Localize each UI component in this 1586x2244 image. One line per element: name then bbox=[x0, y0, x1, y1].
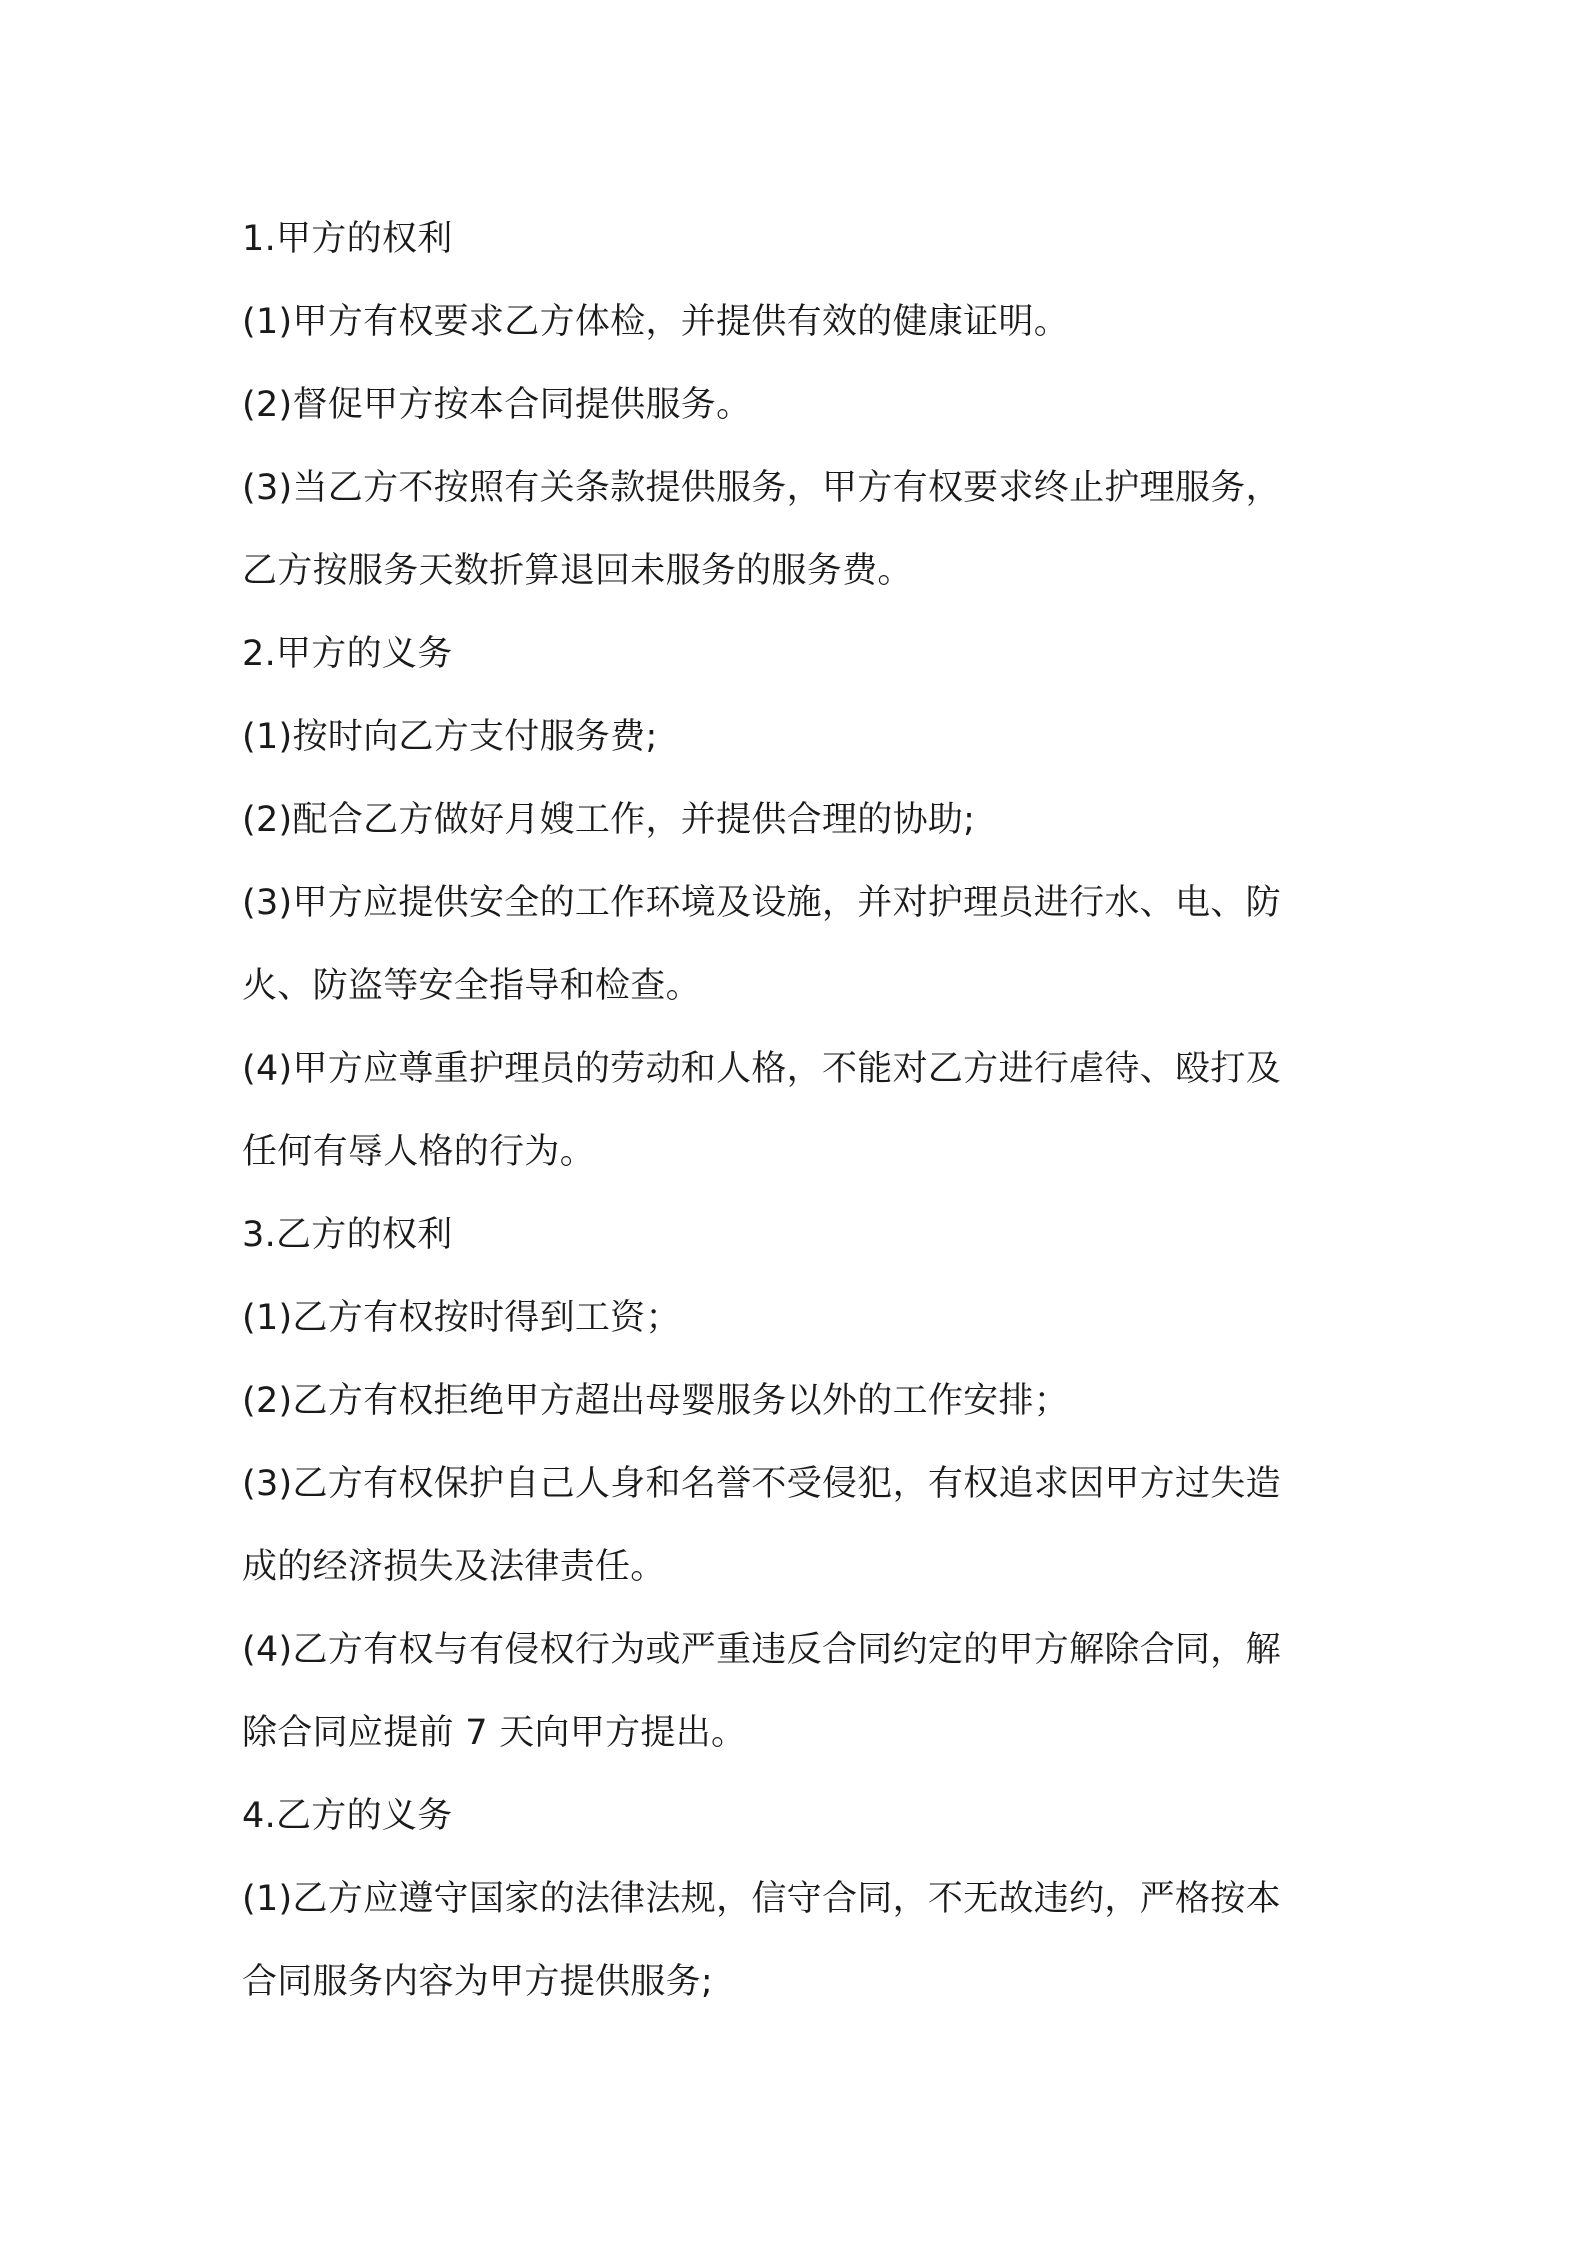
paragraph-line: (3)乙方有权保护自己人身和名誉不受侵犯，有权追求因甲方过失造 bbox=[242, 1464, 1281, 1504]
paragraph-line: (4)乙方有权与有侵权行为或严重违反合同约定的甲方解除合同，解 bbox=[242, 1630, 1281, 1670]
paragraph-line: (2)乙方有权拒绝甲方超出母婴服务以外的工作安排； bbox=[242, 1381, 1070, 1421]
document-body bbox=[242, 198, 1352, 2024]
paragraph-line: 乙方按服务天数折算退回未服务的服务费。 bbox=[242, 551, 913, 591]
section-heading-party-b-obligations: 4.乙方的义务 bbox=[242, 1796, 453, 1836]
paragraph-line: (1)乙方应遵守国家的法律法规，信守合同，不无故违约，严格按本 bbox=[242, 1879, 1281, 1919]
paragraph-line: (3)甲方应提供安全的工作环境及设施，并对护理员进行水、电、防 bbox=[242, 883, 1281, 923]
paragraph-line: 成的经济损失及法律责任。 bbox=[242, 1547, 666, 1587]
paragraph-line: (1)甲方有权要求乙方体检，并提供有效的健康证明。 bbox=[242, 302, 1070, 342]
section-heading-party-a-obligations: 2.甲方的义务 bbox=[242, 634, 453, 674]
paragraph-line: (1)按时向乙方支付服务费; bbox=[242, 717, 658, 757]
paragraph-line: (2)督促甲方按本合同提供服务。 bbox=[242, 385, 752, 425]
paragraph-line: (1)乙方有权按时得到工资； bbox=[242, 1298, 681, 1338]
section-heading-party-b-rights: 3.乙方的权利 bbox=[242, 1215, 453, 1255]
paragraph-line: 火、防盗等安全指导和检查。 bbox=[242, 966, 701, 1006]
paragraph-line: (4)甲方应尊重护理员的劳动和人格，不能对乙方进行虐待、殴打及 bbox=[242, 1049, 1281, 1089]
paragraph-line: (3)当乙方不按照有关条款提供服务，甲方有权要求终止护理服务， bbox=[242, 468, 1281, 508]
paragraph-line: 除合同应提前 7 天向甲方提出。 bbox=[242, 1713, 747, 1753]
paragraph-line: 合同服务内容为甲方提供服务; bbox=[242, 1962, 713, 2002]
paragraph-line: (2)配合乙方做好月嫂工作，并提供合理的协助; bbox=[242, 800, 976, 840]
paragraph-line: 任何有辱人格的行为。 bbox=[242, 1132, 596, 1172]
section-heading-party-a-rights: 1.甲方的权利 bbox=[242, 219, 453, 259]
